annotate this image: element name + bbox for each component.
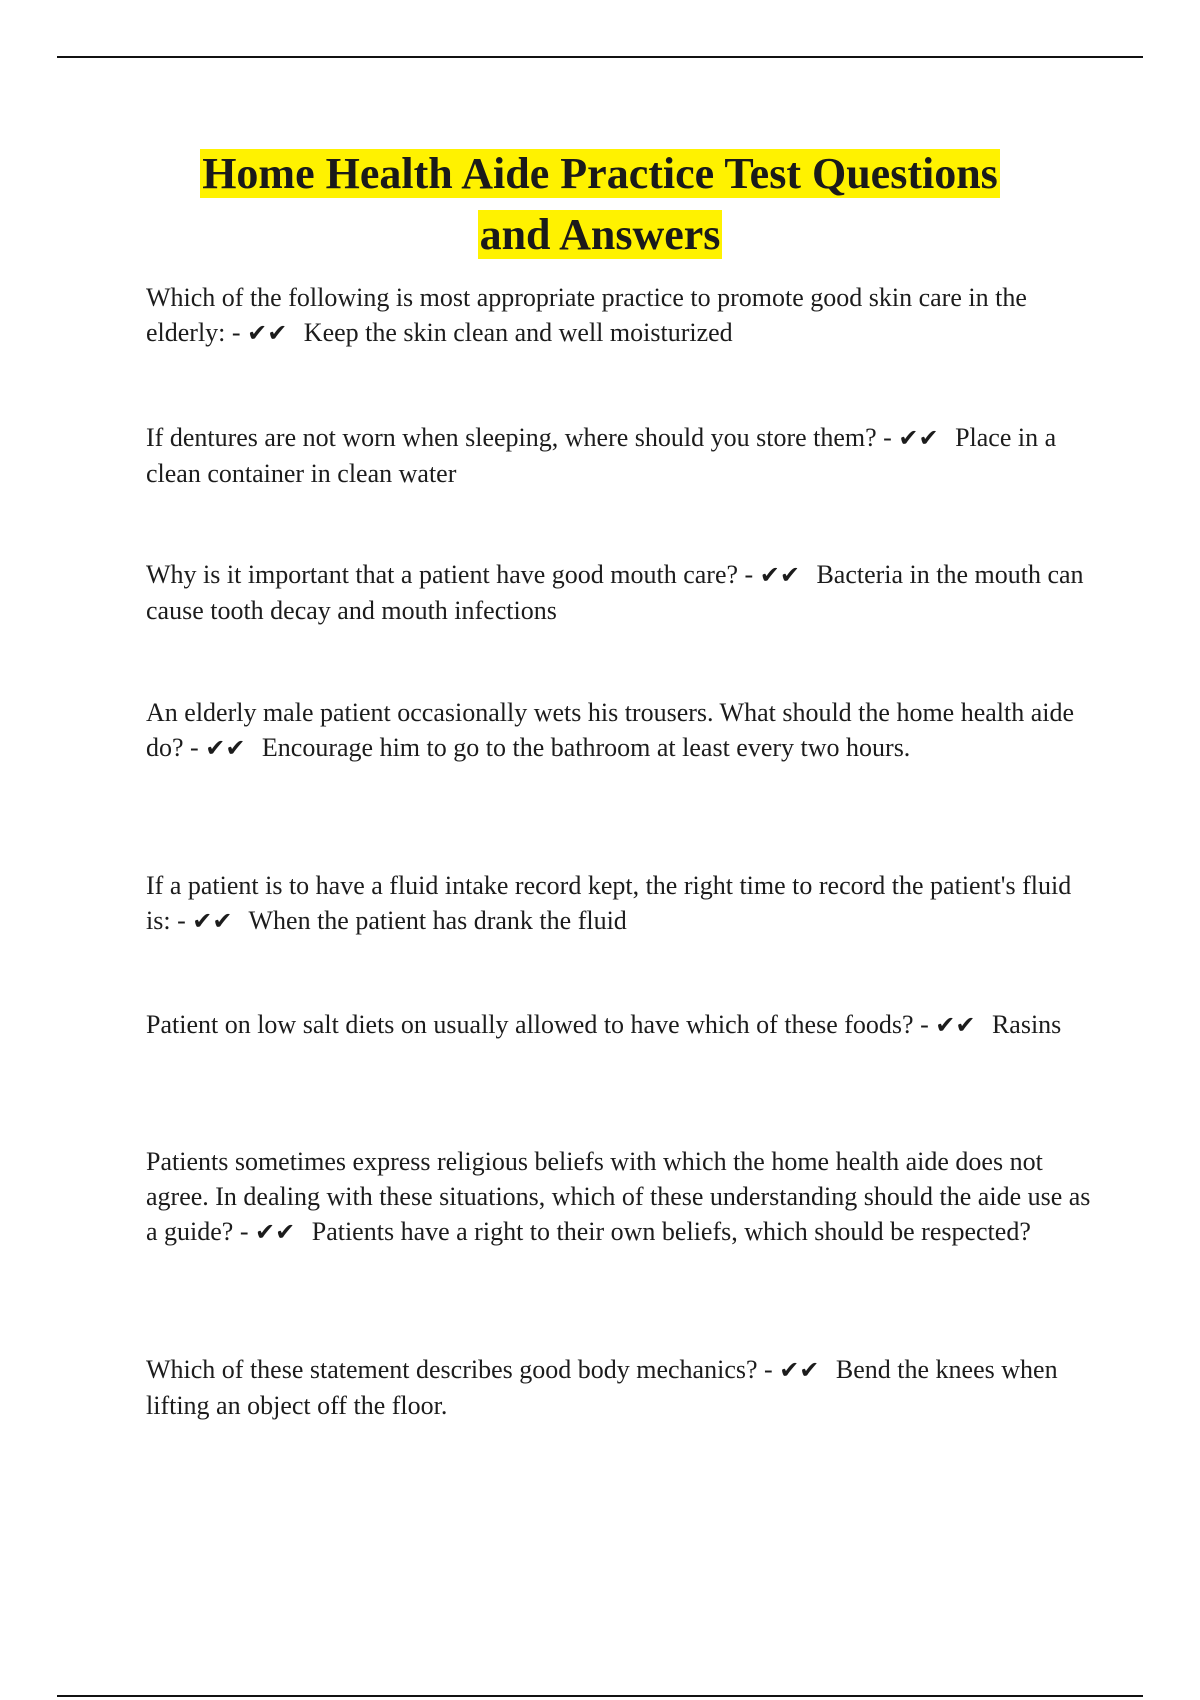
qa-item-3 (146, 557, 1096, 628)
page-title (0, 143, 1200, 265)
question-text: An elderly male patient occasionally wets his trousers. What should the home health aide do? - (146, 698, 1075, 762)
question-text: Why is it important that a patient have good mouth care? - (146, 560, 754, 589)
double-check-icon: ✔✔ (205, 734, 246, 762)
answer-text: Place in a clean container in clean water (146, 423, 1057, 488)
qa-item-6 (146, 1007, 1096, 1043)
question-text: Patients sometimes express religious beliefs with which the home health aide does not agree. In dealing with these situations, which of these understanding should the aide use as a guide? - (146, 1147, 1091, 1246)
question-text: If dentures are not worn when sleeping, where should you store them? - (146, 423, 892, 452)
question-text: Which of these statement describes good body mechanics? - (146, 1355, 773, 1384)
qa-item-4 (146, 695, 1096, 766)
double-check-icon: ✔✔ (759, 561, 800, 589)
answer-text: Bacteria in the mouth can cause tooth decay and mouth infections (146, 560, 1084, 625)
double-check-icon: ✔✔ (779, 1356, 820, 1384)
answer-text: When the patient has drank the fluid (248, 906, 627, 935)
double-check-icon: ✔✔ (255, 1218, 296, 1246)
double-check-icon: ✔✔ (192, 907, 233, 935)
double-check-icon: ✔✔ (247, 319, 288, 347)
answer-text: Encourage him to go to the bathroom at least every two hours. (261, 733, 911, 762)
qa-item-7 (146, 1144, 1096, 1250)
question-text: If a patient is to have a fluid intake record kept, the right time to record the patient's fluid is: - (146, 871, 1072, 935)
title-line-1: Home Health Aide Practice Test Questions (202, 149, 998, 198)
bottom-rule (57, 1695, 1143, 1697)
answer-text: Patients have a right to their own beliefs, which should be respected? (311, 1217, 1031, 1246)
question-text: Patient on low salt diets on usually allowed to have which of these foods? - (146, 1010, 929, 1039)
double-check-icon: ✔✔ (898, 424, 939, 452)
qa-item-5 (146, 868, 1096, 939)
title-line-2: and Answers (479, 210, 721, 259)
top-rule (57, 56, 1143, 58)
qa-item-2 (146, 420, 1096, 491)
answer-text: Rasins (991, 1010, 1062, 1039)
qa-item-8 (146, 1352, 1096, 1423)
qa-item-1 (146, 280, 1096, 351)
answer-text: Bend the knees when lifting an object off the floor. (146, 1355, 1058, 1420)
answer-text: Keep the skin clean and well moisturized (303, 318, 733, 347)
question-text: Which of the following is most appropriate practice to promote good skin care in the elderly: - (146, 283, 1027, 347)
double-check-icon: ✔✔ (935, 1011, 976, 1039)
